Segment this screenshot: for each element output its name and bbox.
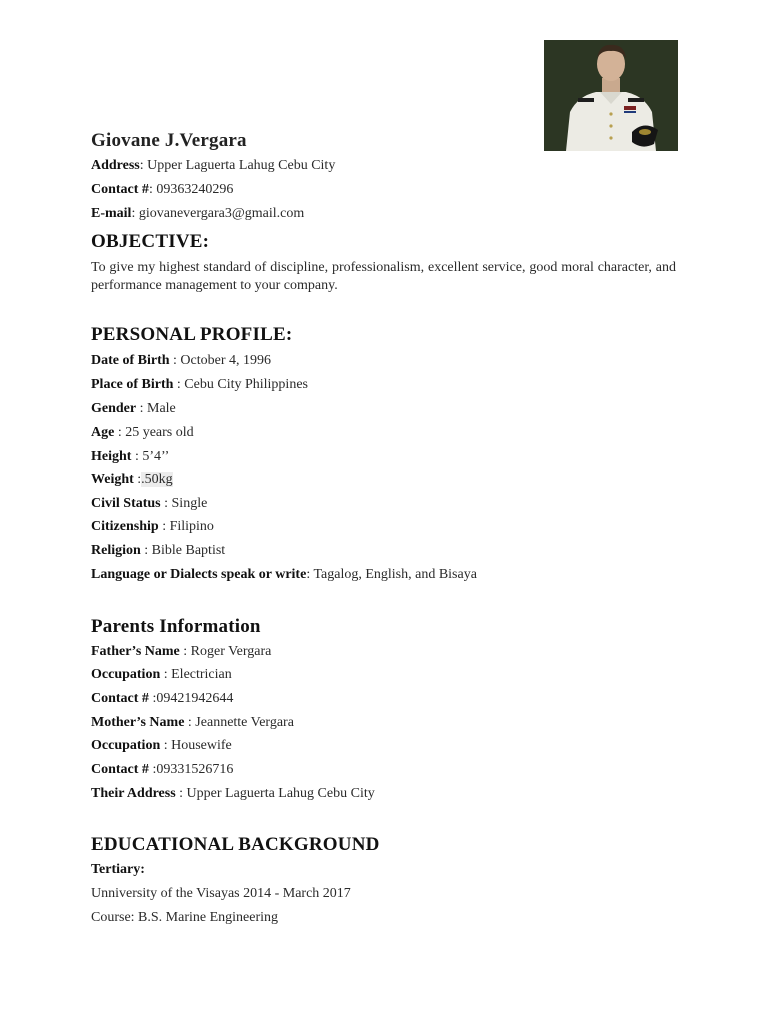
profile-row (91, 519, 214, 535)
profile-value: : October 4, 1996 (169, 353, 272, 368)
profile-value: : Filipino (158, 519, 214, 534)
profile-value: : (133, 472, 142, 487)
parents-value: : Roger Vergara (179, 644, 272, 659)
parents-label: Father’s Name (91, 644, 180, 659)
profile-label: Citizenship (91, 519, 159, 534)
profile-row (91, 425, 194, 441)
parents-value: : Electrician (160, 667, 232, 682)
profile-row (91, 567, 477, 583)
education-heading: EDUCATIONAL BACKGROUND (91, 834, 380, 855)
profile-row (91, 401, 176, 417)
parents-label: Mother’s Name (91, 715, 185, 730)
applicant-name: Giovane J.Vergara (91, 130, 247, 151)
email-value: : giovanevergara3@gmail.com (131, 206, 305, 221)
profile-value: : Tagalog, English, and Bisaya (306, 567, 477, 582)
parents-label: Occupation (91, 667, 161, 682)
profile-row (91, 496, 207, 512)
profile-label: Gender (91, 401, 137, 416)
education-level (91, 862, 145, 878)
education-level-label: Tertiary: (91, 862, 145, 877)
parents-heading: Parents Information (91, 616, 261, 637)
profile-value: : Single (160, 496, 208, 511)
parents-row (91, 691, 233, 707)
profile-photo (544, 40, 678, 151)
parents-row (91, 738, 232, 754)
education-course: Course: B.S. Marine Engineering (91, 910, 279, 925)
profile-label: Civil Status (91, 496, 161, 511)
profile-row (91, 377, 308, 393)
profile-value: : Cebu City Philippines (173, 377, 308, 392)
contact-value: : 09363240296 (148, 182, 234, 197)
profile-label: Height (91, 449, 132, 464)
contact-line (91, 182, 233, 198)
profile-value: : Bible Baptist (140, 543, 226, 558)
parents-label: Occupation (91, 738, 161, 753)
address-label: Address (91, 158, 140, 173)
address-line (91, 158, 335, 174)
profile-label: Religion (91, 543, 141, 558)
profile-value: : Male (136, 401, 176, 416)
email-label: E-mail (91, 206, 132, 221)
profile-value: : 25 years old (114, 425, 194, 440)
parents-label: Their Address (91, 786, 176, 801)
profile-label: Age (91, 425, 115, 440)
parents-value: :09331526716 (148, 762, 234, 777)
profile-row (91, 449, 169, 465)
parents-row (91, 786, 375, 802)
parents-value: : Upper Laguerta Lahug Cebu City (175, 786, 375, 801)
email-line (91, 206, 304, 222)
profile-label: Place of Birth (91, 377, 174, 392)
profile-row (91, 353, 271, 369)
parents-row (91, 667, 232, 683)
parents-value: : Housewife (160, 738, 232, 753)
parents-row (91, 715, 294, 731)
contact-label: Contact # (91, 182, 149, 197)
weight-highlight: .50kg (141, 472, 173, 487)
profile-label: Weight (91, 472, 134, 487)
education-school: Unniversity of the Visayas 2014 - March 2017 (91, 886, 351, 901)
profile-label: Language or Dialects speak or write (91, 567, 307, 582)
profile-row (91, 543, 225, 559)
address-value: : Upper Laguerta Lahug Cebu City (139, 158, 336, 173)
profile-label: Date of Birth (91, 353, 170, 368)
personal-profile-heading: PERSONAL PROFILE: (91, 324, 293, 345)
profile-row (91, 472, 173, 488)
parents-label: Contact # (91, 762, 149, 777)
parents-value: :09421942644 (148, 691, 234, 706)
parents-row (91, 762, 233, 778)
objective-text: To give my highest standard of discipline, professionalism, excellent service, good moral character, and performance management to your company. (91, 260, 676, 293)
objective-heading: OBJECTIVE: (91, 231, 210, 252)
parents-value: : Jeannette Vergara (184, 715, 294, 730)
parents-label: Contact # (91, 691, 149, 706)
parents-row (91, 644, 271, 660)
profile-value: : 5’4’’ (131, 449, 170, 464)
